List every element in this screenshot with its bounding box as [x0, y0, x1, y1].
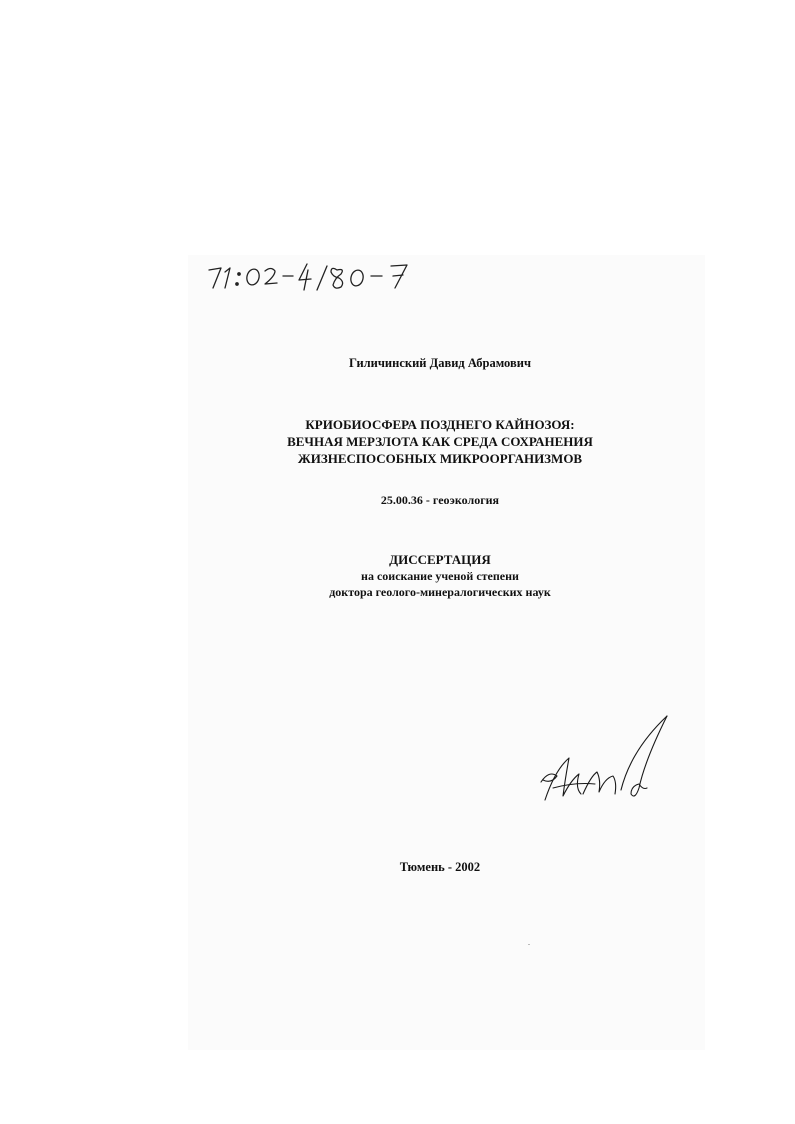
dissertation-heading: ДИССЕРТАЦИЯ [389, 552, 491, 567]
place-and-year: Тюмень - 2002 [399, 860, 481, 874]
scanned-page-area [188, 255, 705, 1050]
degree-line-2: доктора геолого-минералогических наук [329, 585, 551, 599]
author-name: Гиличинский Давид Абрамович [348, 356, 531, 370]
title-line-1: КРИОБИОСФЕРА ПОЗДНЕГО КАЙНОЗОЯ: [305, 417, 575, 432]
degree-line-1: на соискание ученой степени [361, 569, 519, 583]
scan-speck [528, 944, 530, 945]
handwritten-signature [535, 710, 685, 810]
degree-description [0, 568, 795, 600]
dissertation-title [0, 416, 795, 467]
title-line-2: ВЕЧНАЯ МЕРЗЛОТА КАК СРЕДА СОХРАНЕНИЯ [287, 434, 593, 449]
title-line-3: ЖИЗНЕСПОСОБНЫХ МИКРООРГАНИЗМОВ [297, 451, 583, 466]
specialty-code: 25.00.36 - геоэкология [380, 493, 500, 507]
handwritten-catalog-code [205, 256, 415, 296]
